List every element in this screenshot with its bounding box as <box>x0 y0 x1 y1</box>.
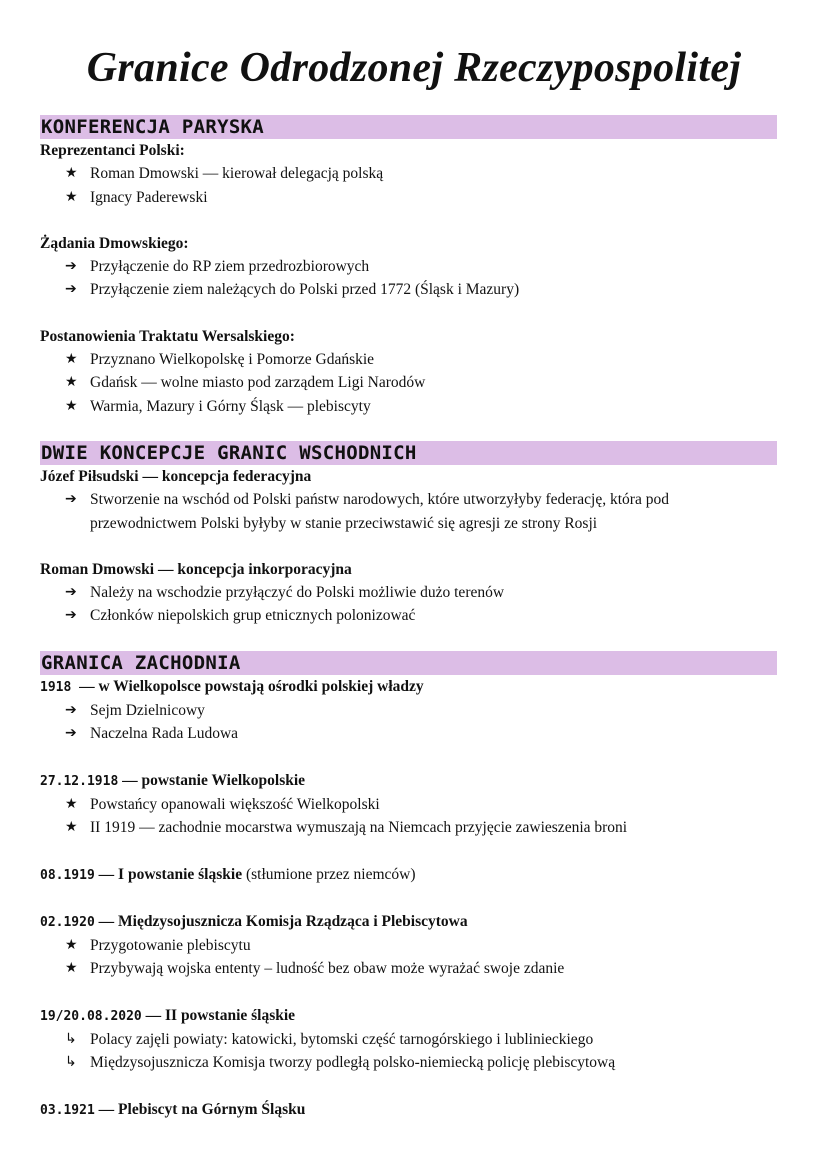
list-item <box>40 162 777 185</box>
star-bullet-icon: ★ <box>65 351 78 368</box>
arrow-bullet-icon: ➔ <box>65 281 77 298</box>
group <box>40 465 777 535</box>
list-item-text: Naczelna Rada Ludowa <box>90 725 239 743</box>
list-item <box>40 934 777 957</box>
group-label: — powstanie Wielkopolskie <box>118 771 306 789</box>
star-bullet-icon: ★ <box>65 795 78 812</box>
list-item-text: Gdańsk — wolne miasto pod zarządem Ligi Narodów <box>90 374 426 392</box>
list-item <box>40 371 777 394</box>
group <box>40 910 777 981</box>
group-heading <box>40 325 777 348</box>
section <box>40 651 777 1122</box>
list-item-text: Powstańcy opanowali większość Wielkopolski <box>90 795 380 813</box>
list-item-text: Członków niepolskich grup etnicznych polonizować <box>90 607 416 625</box>
date-label: 08.1919 <box>40 867 95 883</box>
date-label: 03.1921 <box>40 1102 95 1118</box>
star-bullet-icon: ★ <box>65 819 78 836</box>
date-label: 1918 <box>40 679 80 695</box>
page-title: Granice Odrodzonej Rzeczypospolitej <box>86 45 742 91</box>
group-heading <box>40 1098 777 1122</box>
list-item-text: Roman Dmowski — kierował delegacją polską <box>90 165 384 183</box>
group <box>40 558 777 628</box>
list-item-text: Przybywają wojska ententy – ludność bez obaw może wyrażać swoje zdanie <box>90 960 565 978</box>
section <box>40 115 777 418</box>
group <box>40 863 777 887</box>
group-label: — Plebiscyt na Górnym Śląsku <box>94 1100 306 1118</box>
group-heading <box>40 863 777 887</box>
list-item <box>40 255 777 278</box>
group-label: Żądania Dmowskiego: <box>40 234 189 252</box>
group-label: Józef Piłsudski — koncepcja federacyjna <box>40 467 312 485</box>
list-item <box>40 278 777 301</box>
group <box>40 1098 777 1122</box>
group-heading <box>40 139 777 162</box>
list-item-text: Polacy zajęli powiaty: katowicki, bytomski część tarnogórskiego i lublinieckiego <box>90 1031 594 1049</box>
group-label: — w Wielkopolsce powstają ośrodki polskiej władzy <box>79 677 424 695</box>
list-item-text: Przyłączenie ziem należących do Polski przed 1772 (Śląsk i Mazury) <box>90 281 520 299</box>
group-label: — Międzysojusznicza Komisja Rządząca i Plebiscytowa <box>94 912 468 930</box>
group-label: Reprezentanci Polski: <box>40 142 185 159</box>
list-item <box>40 581 777 604</box>
star-bullet-icon: ★ <box>65 374 78 391</box>
date-label: 19/20.08.2020 <box>40 1008 142 1024</box>
list-item-text: Stworzenie na wschód od Polski państw narodowych, które utworzyłyby federację, która pod przewodnictwem Polski byłyby w stanie przeciwstawić się agresji ze strony Rosji <box>90 491 669 532</box>
list-item <box>40 348 777 371</box>
list-item <box>40 1051 777 1074</box>
group <box>40 675 777 746</box>
group <box>40 139 777 209</box>
group-heading <box>40 1004 777 1028</box>
group <box>40 232 777 302</box>
arrow-bullet-icon: ➔ <box>65 491 77 508</box>
arrow-bullet-icon: ➔ <box>65 702 77 719</box>
list-item-text: Warmia, Mazury i Górny Śląsk — plebiscyty <box>90 397 371 415</box>
section-heading: GRANICA ZACHODNIA <box>40 651 777 675</box>
list-item <box>40 722 777 745</box>
arrow-bullet-icon: ➔ <box>65 725 77 742</box>
return-arrow-bullet-icon: ↳ <box>65 1031 77 1048</box>
group-note: (stłumione przez niemców) <box>242 865 416 883</box>
star-bullet-icon: ★ <box>65 960 78 977</box>
list-item <box>40 816 777 839</box>
list-item <box>40 1028 777 1051</box>
group <box>40 325 777 418</box>
section-heading: DWIE KONCEPCJE GRANIC WSCHODNICH <box>40 441 777 465</box>
group-label: — I powstanie śląskie <box>94 865 243 883</box>
list-item-text: Sejm Dzielnicowy <box>90 702 205 720</box>
group-heading <box>40 910 777 934</box>
star-bullet-icon: ★ <box>65 397 78 414</box>
date-label: 27.12.1918 <box>40 773 119 789</box>
group-heading <box>40 675 777 699</box>
section-heading: KONFERENCJA PARYSKA <box>40 115 777 139</box>
arrow-bullet-icon: ➔ <box>65 607 77 624</box>
list-item <box>40 186 777 209</box>
group-heading <box>40 769 777 793</box>
list-item-text: Ignacy Paderewski <box>90 188 208 206</box>
list-item <box>40 699 777 722</box>
group-heading <box>40 558 777 581</box>
list-item-text: Międzysojusznicza Komisja tworzy podległą polsko-niemiecką policję plebiscytową <box>90 1054 616 1072</box>
group <box>40 1004 777 1075</box>
date-label: 02.1920 <box>40 914 95 930</box>
list-item <box>40 395 777 418</box>
group <box>40 769 777 840</box>
group-label: — II powstanie śląskie <box>141 1006 296 1024</box>
arrow-bullet-icon: ➔ <box>65 584 77 601</box>
group-heading <box>40 465 777 488</box>
list-item-text: Przygotowanie plebiscytu <box>90 937 251 955</box>
list-item-text: Należy na wschodzie przyłączyć do Polski możliwie dużo terenów <box>90 584 505 602</box>
return-arrow-bullet-icon: ↳ <box>65 1054 77 1071</box>
star-bullet-icon: ★ <box>65 937 78 954</box>
group-label: Roman Dmowski — koncepcja inkorporacyjna <box>40 560 352 578</box>
list-item-text: Przyłączenie do RP ziem przedrozbiorowych <box>90 258 370 276</box>
list-item <box>40 488 777 535</box>
star-bullet-icon: ★ <box>65 188 78 205</box>
list-item-text: Przyznano Wielkopolskę i Pomorze Gdańskie <box>90 351 375 369</box>
list-item <box>40 604 777 627</box>
star-bullet-icon: ★ <box>65 165 78 182</box>
list-item-text: II 1919 — zachodnie mocarstwa wymuszają na Niemcach przyjęcie zawieszenia broni <box>90 819 628 837</box>
list-item <box>40 957 777 980</box>
list-item <box>40 793 777 816</box>
arrow-bullet-icon: ➔ <box>65 258 77 275</box>
document-body <box>40 115 777 1139</box>
section <box>40 441 777 628</box>
group-label: Postanowienia Traktatu Wersalskiego: <box>40 327 295 345</box>
group-heading <box>40 232 777 255</box>
